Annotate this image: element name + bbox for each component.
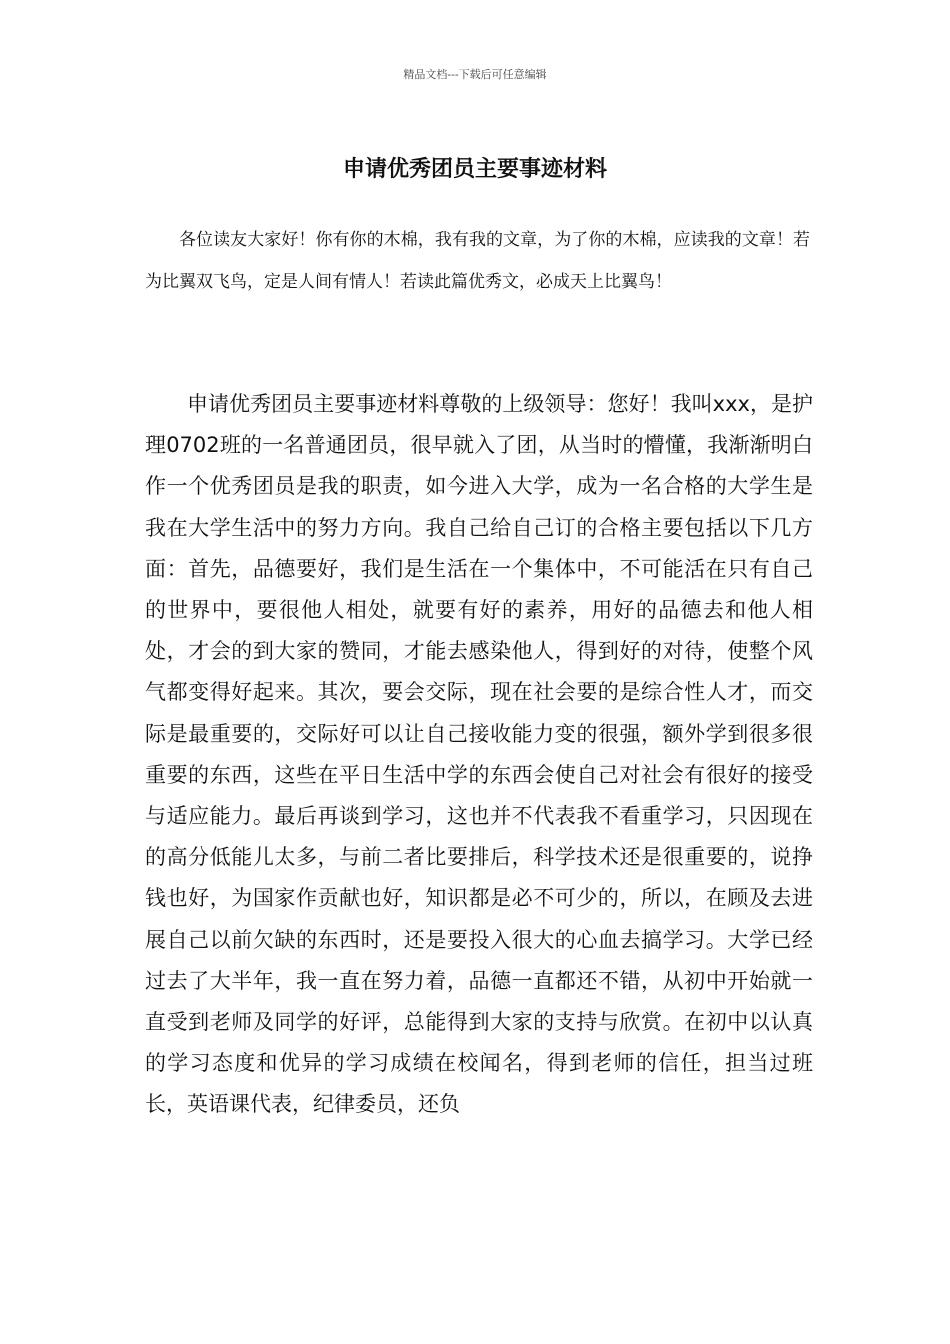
document-title: 申请优秀团员主要事迹材料 [342, 157, 607, 182]
body-paragraph: 申请优秀团员主要事迹材料尊敬的上级领导：您好！我叫xxx，是护理0702班的一名普通团员，很早就入了团，从当时的懵懂，我渐渐明白作一个优秀团员是我的职责，如今进入大学，成为一名合格的大学生是我在大学生活中的努力方向。我自己给自己订的合格主要包括以下几方面：首先，品德要好，我们是生活在一个集体中，不可能活在只有自己的世界中，要很他人相处，就要有好的素养，用好的品德去和他人相处，才会的到大家的赞同，才能去感染他人，得到好的对待，使整个风气都变得好起来。其次，要会交际，现在社会要的是综合性人才，而交际是最重要的，交际好可以让自己接收能力变的很强，额外学到很多很重要的东西，这些在平日生活中学的东西会使自己对社会有很好的接受与适应能力。最后再谈到学习，这也并不代表我不看重学习，只因现在的高分低能儿太多，与前二者比要排后，科学技术还是很重要的，说挣钱也好，为国家作贡献也好，知识都是必不可少的，所以，在顾及去进展自己以前欠缺的东西时，还是要投入很大的心血去搞学习。大学已经过去了大半年，我一直在努力着，品德一直都还不错，从初中开始就一直受到老师及同学的好评，总能得到大家的支持与欣赏。在初中以认真的学习态度和优异的学习成绩在校闻名，得到老师的信任，担当过班长，英语课代表，纪律委员，还负 [145, 392, 813, 1117]
page-header-note: 精品文档---下载后可任意编辑 [403, 68, 547, 81]
intro-paragraph: 各位读友大家好！你有你的木棉，我有我的文章，为了你的木棉，应读我的文章！若为比翼双飞鸟，定是人间有情人！若读此篇优秀文，必成天上比翼鸟！ [145, 230, 810, 292]
